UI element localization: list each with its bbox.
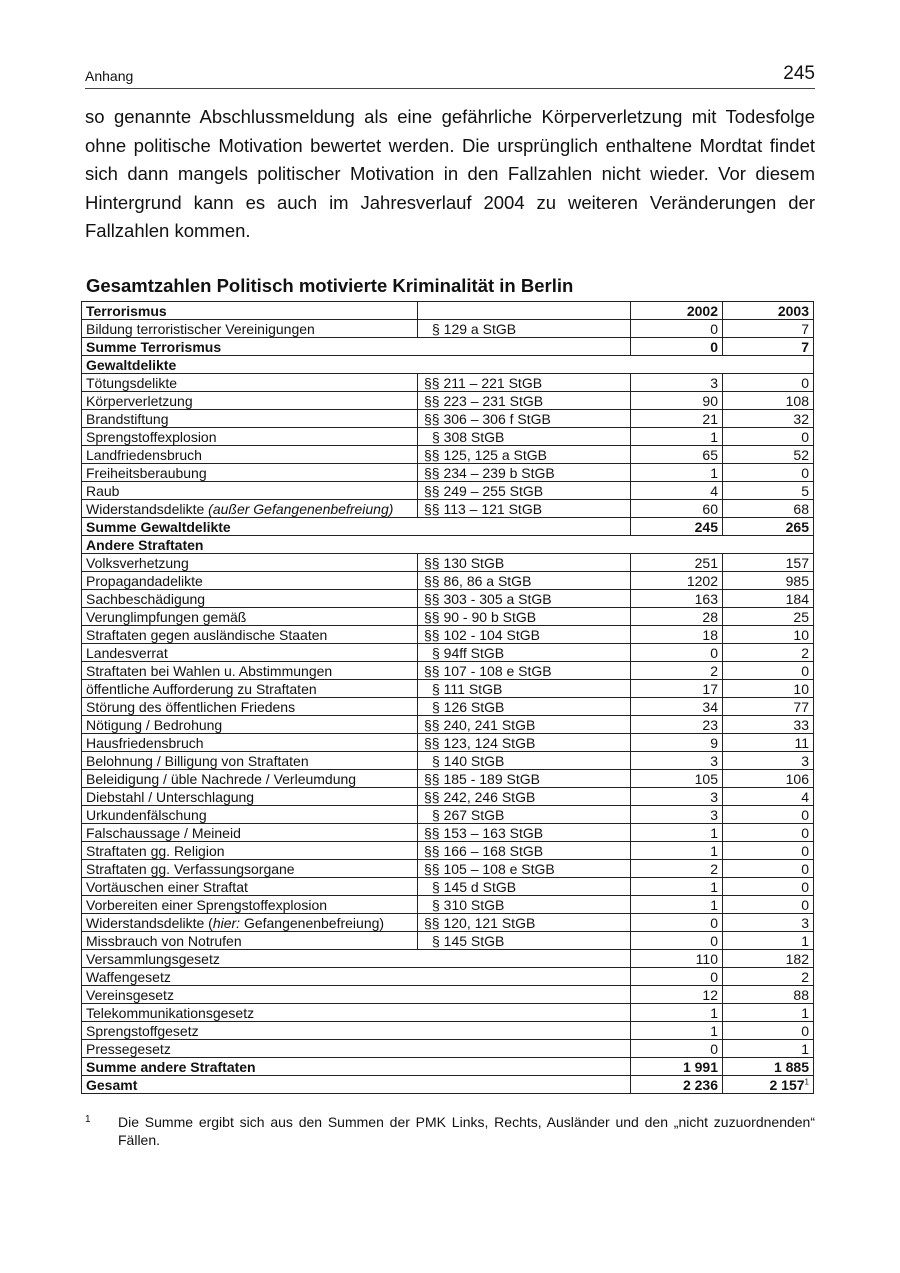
law-reference: § 145 StGB <box>418 932 631 950</box>
gesamt-row <box>82 1076 814 1094</box>
table-row <box>82 608 814 626</box>
value-2003: 1 <box>723 1040 814 1058</box>
value-2002: 1 <box>631 464 723 482</box>
value-2003: 0 <box>723 662 814 680</box>
value-2003: 0 <box>723 860 814 878</box>
table-row <box>82 896 814 914</box>
law-reference: § 308 StGB <box>418 428 631 446</box>
sum-label: Summe Terrorismus <box>82 338 631 356</box>
law-reference: § 267 StGB <box>418 806 631 824</box>
sum-2003: 265 <box>723 518 814 536</box>
body-paragraph: so genannte Abschlussmeldung als eine gefährliche Körperverletzung mit Todesfolge ohne politische Motivation bewertet werden. Die ursprünglich enthaltene Mordtat findet sich dann mangels politischer Motivation in den Fallzahlen nicht wieder. Vor diesem Hintergrund kann es auch im Jahresverlauf 2004 zu weiteren Veränderungen der Fallzahlen kommen. <box>85 106 815 241</box>
offense-label: Nötigung / Bedrohung <box>82 716 418 734</box>
value-2002: 0 <box>631 320 723 338</box>
offense-label: Bildung terroristischer Vereinigungen <box>82 320 418 338</box>
offense-label: Vortäuschen einer Straftat <box>82 878 418 896</box>
table-row <box>82 986 814 1004</box>
law-reference: §§ 130 StGB <box>418 554 631 572</box>
value-2002: 21 <box>631 410 723 428</box>
offense-label: Propagandadelikte <box>82 572 418 590</box>
law-reference: § 94ff StGB <box>418 644 631 662</box>
year-2002-header: 2002 <box>631 302 723 320</box>
value-2002: 17 <box>631 680 723 698</box>
offense-label: Brandstiftung <box>82 410 418 428</box>
law-reference: §§ 303 - 305 a StGB <box>418 590 631 608</box>
law-reference: § 111 StGB <box>418 680 631 698</box>
offense-label: Störung des öffentlichen Friedens <box>82 698 418 716</box>
law-reference: §§ 185 - 189 StGB <box>418 770 631 788</box>
offense-label: Freiheitsberaubung <box>82 464 418 482</box>
value-2003: 0 <box>723 428 814 446</box>
table-row <box>82 1022 814 1040</box>
table-row <box>82 770 814 788</box>
offense-label: Landfriedensbruch <box>82 446 418 464</box>
footnote-text: Die Summe ergibt sich aus den Summen der PMK Links, Rechts, Ausländer und den „nicht zuzuordnenden“ Fällen. <box>118 1114 815 1148</box>
total-2003 <box>723 1076 814 1094</box>
label-text: Widerstandsdelikte <box>86 500 209 517</box>
offense-label <box>82 500 418 518</box>
value-2002: 18 <box>631 626 723 644</box>
value-2002: 12 <box>631 986 723 1004</box>
sum-2003: 1 885 <box>723 1058 814 1076</box>
value-2003: 3 <box>723 914 814 932</box>
value-2002: 65 <box>631 446 723 464</box>
law-reference: §§ 120, 121 StGB <box>418 914 631 932</box>
value-2003: 106 <box>723 770 814 788</box>
value-2002: 0 <box>631 1040 723 1058</box>
law-label: Sprengstoffgesetz <box>82 1022 631 1040</box>
label-text: Widerstandsdelikte ( <box>86 914 213 931</box>
value-2003: 0 <box>723 824 814 842</box>
table-row <box>82 932 814 950</box>
table-row <box>82 698 814 716</box>
value-2002: 1 <box>631 842 723 860</box>
value-2002: 3 <box>631 752 723 770</box>
value-2003: 32 <box>723 410 814 428</box>
value-2002: 3 <box>631 788 723 806</box>
offense-label: Raub <box>82 482 418 500</box>
total-2002: 2 236 <box>631 1076 723 1094</box>
value-2003: 0 <box>723 374 814 392</box>
offense-label: Sachbeschädigung <box>82 590 418 608</box>
value-2003: 1 <box>723 932 814 950</box>
law-reference: §§ 249 – 255 StGB <box>418 482 631 500</box>
law-label: Versammlungsgesetz <box>82 950 631 968</box>
value-2003: 2 <box>723 644 814 662</box>
value-2003: 0 <box>723 1022 814 1040</box>
table-row <box>82 1004 814 1022</box>
value-2003: 157 <box>723 554 814 572</box>
value-2002: 3 <box>631 374 723 392</box>
table-row <box>82 1040 814 1058</box>
offense-label: Tötungsdelikte <box>82 374 418 392</box>
law-reference: § 310 StGB <box>418 896 631 914</box>
offense-label: Landesverrat <box>82 644 418 662</box>
value-2003: 985 <box>723 572 814 590</box>
sum-label: Summe andere Straftaten <box>82 1058 631 1076</box>
offense-label: Straftaten gegen ausländische Staaten <box>82 626 418 644</box>
law-reference: §§ 125, 125 a StGB <box>418 446 631 464</box>
table-row <box>82 914 814 932</box>
offense-label: Hausfriedensbruch <box>82 734 418 752</box>
category-label: Terrorismus <box>82 302 418 320</box>
law-reference: §§ 240, 241 StGB <box>418 716 631 734</box>
terror-header-row <box>82 302 814 320</box>
value-2002: 34 <box>631 698 723 716</box>
law-reference: §§ 242, 246 StGB <box>418 788 631 806</box>
value-2003: 33 <box>723 716 814 734</box>
law-reference: § 145 d StGB <box>418 878 631 896</box>
table-row <box>82 572 814 590</box>
offense-label: Falschaussage / Meineid <box>82 824 418 842</box>
table-row <box>82 878 814 896</box>
value-2003: 2 <box>723 968 814 986</box>
crime-statistics-table <box>81 301 814 1094</box>
law-reference: §§ 306 – 306 f StGB <box>418 410 631 428</box>
gewalt-sum-row <box>82 518 814 536</box>
value-2003: 0 <box>723 464 814 482</box>
header-section: Anhang <box>85 68 134 84</box>
law-reference: §§ 223 – 231 StGB <box>418 392 631 410</box>
sum-2002: 0 <box>631 338 723 356</box>
law-reference: §§ 113 – 121 StGB <box>418 500 631 518</box>
law-reference: §§ 90 - 90 b StGB <box>418 608 631 626</box>
offense-label: Urkundenfälschung <box>82 806 418 824</box>
table-row <box>82 950 814 968</box>
value-2003: 11 <box>723 734 814 752</box>
label-italic: hier: <box>212 914 241 931</box>
offense-label: Diebstahl / Unterschlagung <box>82 788 418 806</box>
value-2002: 9 <box>631 734 723 752</box>
value-2003: 0 <box>723 842 814 860</box>
value-2002: 3 <box>631 806 723 824</box>
table-row <box>82 482 814 500</box>
terror-sum-row <box>82 338 814 356</box>
law-reference: §§ 166 – 168 StGB <box>418 842 631 860</box>
offense-label: Missbrauch von Notrufen <box>82 932 418 950</box>
table-row <box>82 716 814 734</box>
sum-2002: 245 <box>631 518 723 536</box>
law-reference: §§ 153 – 163 StGB <box>418 824 631 842</box>
table-row <box>82 410 814 428</box>
offense-label: Straftaten bei Wahlen u. Abstimmungen <box>82 662 418 680</box>
value-2002: 2 <box>631 662 723 680</box>
section-label: Andere Straftaten <box>82 536 814 554</box>
value-2002: 60 <box>631 500 723 518</box>
value-2002: 4 <box>631 482 723 500</box>
law-reference: §§ 107 - 108 e StGB <box>418 662 631 680</box>
offense-label: Sprengstoffexplosion <box>82 428 418 446</box>
table-row <box>82 392 814 410</box>
offense-label: Vorbereiten einer Sprengstoffexplosion <box>82 896 418 914</box>
law-reference: § 126 StGB <box>418 698 631 716</box>
value-2002: 1 <box>631 428 723 446</box>
value-2002: 0 <box>631 644 723 662</box>
value-2002: 0 <box>631 932 723 950</box>
sum-label: Summe Gewaltdelikte <box>82 518 631 536</box>
value-2003: 0 <box>723 896 814 914</box>
value-2003: 0 <box>723 878 814 896</box>
law-reference: §§ 86, 86 a StGB <box>418 572 631 590</box>
value-2003: 7 <box>723 320 814 338</box>
table-row <box>82 626 814 644</box>
law-label: Pressegesetz <box>82 1040 631 1058</box>
value-2003: 10 <box>723 626 814 644</box>
law-reference: §§ 123, 124 StGB <box>418 734 631 752</box>
offense-label: Beleidigung / üble Nachrede / Verleumdung <box>82 770 418 788</box>
value-2003: 4 <box>723 788 814 806</box>
value-2003: 10 <box>723 680 814 698</box>
value-2002: 23 <box>631 716 723 734</box>
table-row <box>82 806 814 824</box>
page-header <box>85 62 815 89</box>
value-2002: 105 <box>631 770 723 788</box>
value-2002: 163 <box>631 590 723 608</box>
total-label: Gesamt <box>82 1076 631 1094</box>
value-2002: 1202 <box>631 572 723 590</box>
value-2003: 3 <box>723 752 814 770</box>
value-2003: 108 <box>723 392 814 410</box>
table-row <box>82 554 814 572</box>
value-2002: 28 <box>631 608 723 626</box>
table-row <box>82 968 814 986</box>
table-row <box>82 788 814 806</box>
andere-header-row <box>82 536 814 554</box>
value-2002: 1 <box>631 824 723 842</box>
law-label: Vereinsgesetz <box>82 986 631 1004</box>
value-2002: 2 <box>631 860 723 878</box>
sum-2002: 1 991 <box>631 1058 723 1076</box>
table-row <box>82 500 814 518</box>
value-2003: 88 <box>723 986 814 1004</box>
table-title: Gesamtzahlen Politisch motivierte Kriminalität in Berlin <box>86 275 574 296</box>
table-row <box>82 734 814 752</box>
andere-sum-row <box>82 1058 814 1076</box>
value-2002: 1 <box>631 1004 723 1022</box>
value-2002: 90 <box>631 392 723 410</box>
value-2002: 110 <box>631 950 723 968</box>
table-row <box>82 446 814 464</box>
value-2002: 0 <box>631 968 723 986</box>
sum-2003: 7 <box>723 338 814 356</box>
value-2003: 68 <box>723 500 814 518</box>
value-2003: 52 <box>723 446 814 464</box>
footnote <box>85 1113 815 1149</box>
table-row <box>82 860 814 878</box>
table-row <box>82 320 814 338</box>
law-reference: §§ 234 – 239 b StGB <box>418 464 631 482</box>
law-reference: §§ 105 – 108 e StGB <box>418 860 631 878</box>
label-italic: (außer Gefangenenbefreiung) <box>208 500 394 517</box>
law-label: Waffengesetz <box>82 968 631 986</box>
offense-label: Belohnung / Billigung von Straftaten <box>82 752 418 770</box>
table-row <box>82 374 814 392</box>
page-number: 245 <box>783 63 815 84</box>
law-label: Telekommunikationsgesetz <box>82 1004 631 1022</box>
table-row <box>82 824 814 842</box>
value-2003: 77 <box>723 698 814 716</box>
offense-label: öffentliche Aufforderung zu Straftaten <box>82 680 418 698</box>
offense-label <box>82 914 418 932</box>
law-reference: §§ 102 - 104 StGB <box>418 626 631 644</box>
offense-label: Verunglimpfungen gemäß <box>82 608 418 626</box>
value-2003: 182 <box>723 950 814 968</box>
law-reference: § 140 StGB <box>418 752 631 770</box>
table-row <box>82 662 814 680</box>
table-row <box>82 752 814 770</box>
section-label: Gewaltdelikte <box>82 356 814 374</box>
law-reference: §§ 211 – 221 StGB <box>418 374 631 392</box>
offense-label: Volksverhetzung <box>82 554 418 572</box>
law-reference: § 129 a StGB <box>418 320 631 338</box>
table-row <box>82 464 814 482</box>
table-row <box>82 842 814 860</box>
footnote-mark: 1 <box>85 1114 91 1125</box>
value-2003: 5 <box>723 482 814 500</box>
value-2002: 251 <box>631 554 723 572</box>
offense-label: Körperverletzung <box>82 392 418 410</box>
gewalt-header-row <box>82 356 814 374</box>
value-2002: 1 <box>631 878 723 896</box>
label-text-rest: Gefangenenbefreiung) <box>240 914 385 931</box>
offense-label: Straftaten gg. Verfassungsorgane <box>82 860 418 878</box>
value-2003: 0 <box>723 806 814 824</box>
value-2002: 1 <box>631 896 723 914</box>
table-row <box>82 680 814 698</box>
table-row <box>82 428 814 446</box>
value-2003: 184 <box>723 590 814 608</box>
year-2003-header: 2003 <box>723 302 814 320</box>
footnote-ref: 1 <box>804 1076 809 1086</box>
value-2002: 1 <box>631 1022 723 1040</box>
value-2002: 0 <box>631 914 723 932</box>
table-row <box>82 590 814 608</box>
value-2003: 25 <box>723 608 814 626</box>
total-2003-value: 2 157 <box>769 1076 805 1093</box>
value-2003: 1 <box>723 1004 814 1022</box>
table-row <box>82 644 814 662</box>
offense-label: Straftaten gg. Religion <box>82 842 418 860</box>
